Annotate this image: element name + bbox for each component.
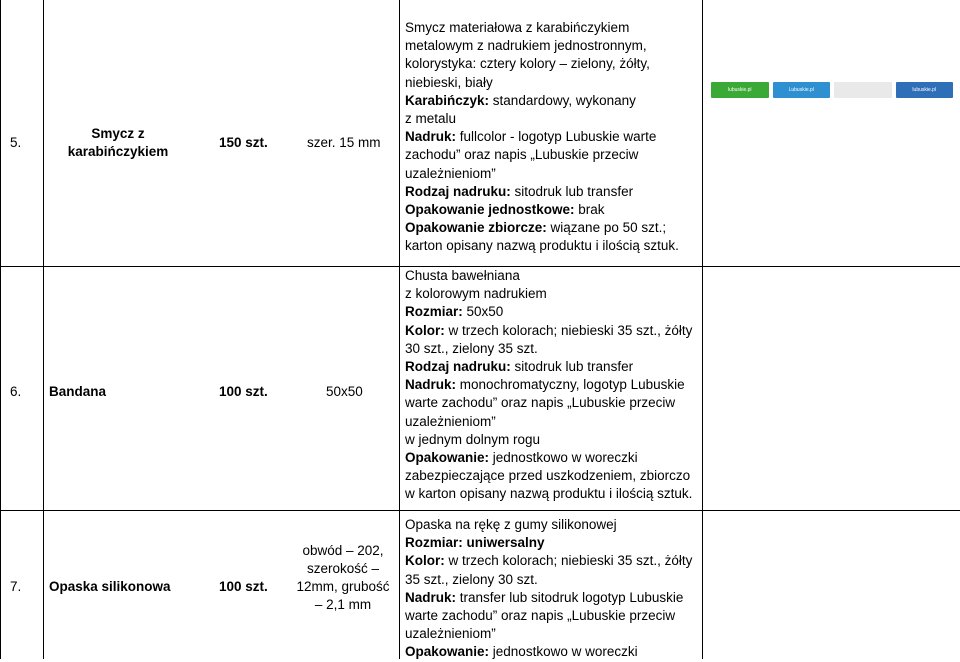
field-value: z metalu bbox=[405, 111, 457, 127]
description bbox=[405, 516, 700, 662]
field-value: sitodruk lub transfer bbox=[510, 359, 634, 375]
quantity: 100 szt. bbox=[219, 579, 268, 594]
row-divider bbox=[0, 510, 960, 511]
banner-segment: lubuskie.pl bbox=[896, 82, 954, 98]
description-line bbox=[405, 183, 700, 201]
field-value: fullcolor - logotyp Lubuskie warte bbox=[456, 129, 657, 145]
field-value: wiązane po 50 szt.; bbox=[546, 220, 667, 236]
field-value: zabezpieczające przed uszkodzeniem, zbiorczo bbox=[405, 468, 691, 484]
field-value: warte zachodu” oraz napis „Lubuskie przeciw bbox=[405, 395, 676, 411]
field-label: Rodzaj nadruku: bbox=[405, 183, 511, 199]
description-line bbox=[405, 322, 700, 340]
field-value: monochromatyczny, logotyp Lubuskie bbox=[456, 377, 685, 393]
description-line bbox=[405, 449, 700, 467]
field-label: Nadruk: bbox=[405, 129, 457, 145]
description-line bbox=[405, 219, 700, 237]
banner-segment: lubuskie.pl bbox=[711, 82, 769, 98]
field-value: zachodu” oraz napis „Lubuskie przeciw bbox=[405, 147, 639, 163]
row-number: 6. bbox=[10, 384, 22, 399]
column-divider bbox=[43, 0, 44, 659]
table-border-left bbox=[0, 0, 1, 659]
field-label: Kolor: bbox=[405, 553, 445, 569]
size: szer. 15 mm bbox=[307, 135, 381, 150]
field-label: Opakowanie jednostkowe: bbox=[405, 202, 575, 218]
field-value: w karton opisany nazwą produktu i ilością sztuk. bbox=[405, 486, 693, 502]
field-label: Kolor: bbox=[405, 322, 445, 338]
size: 50x50 bbox=[326, 384, 363, 399]
description-line bbox=[405, 128, 700, 146]
description-line bbox=[405, 55, 700, 73]
description-line bbox=[405, 285, 700, 303]
description-line bbox=[405, 413, 700, 431]
field-label: Opakowanie: bbox=[405, 450, 490, 466]
description bbox=[405, 267, 700, 504]
field-value: niebieski, biały bbox=[405, 74, 493, 90]
description-line bbox=[405, 237, 700, 255]
product-name: Smycz z karabińczykiem bbox=[67, 126, 169, 159]
quantity: 150 szt. bbox=[219, 135, 268, 150]
description-line bbox=[405, 340, 700, 358]
field-value: w trzech kolorach; niebieski 35 szt., żółty bbox=[444, 553, 693, 569]
field-value: brak bbox=[574, 202, 605, 218]
product-name: Opaska silikonowa bbox=[49, 579, 171, 594]
description-line bbox=[405, 146, 700, 164]
description-line bbox=[405, 92, 700, 110]
field-value: jednostkowo w woreczki bbox=[489, 644, 638, 660]
description-line bbox=[405, 485, 700, 503]
description-line bbox=[405, 589, 700, 607]
field-label: Opakowanie: bbox=[405, 644, 490, 660]
field-value: karton opisany nazwą produktu i ilością sztuk. bbox=[405, 238, 679, 254]
field-value: metalowym z nadrukiem jednostronnym, bbox=[405, 38, 647, 54]
field-value: 35 szt., zielony 30 szt. bbox=[405, 571, 538, 587]
field-value: Smycz materiałowa z karabińczykiem bbox=[405, 20, 630, 35]
description-line bbox=[405, 552, 700, 570]
description-line bbox=[405, 267, 700, 285]
field-value: 30 szt., zielony 35 szt. bbox=[405, 340, 538, 356]
quantity: 100 szt. bbox=[219, 384, 268, 399]
description-line bbox=[405, 303, 700, 321]
size: obwód – 202, szerokość – 12mm, grubość – 2,1 mm bbox=[296, 543, 390, 612]
description-line bbox=[405, 467, 700, 485]
field-value: 50x50 bbox=[462, 304, 504, 320]
lubuskie-banner-image bbox=[711, 82, 953, 98]
field-value: jednostkowo w woreczki bbox=[489, 450, 638, 466]
field-value: Chusta bawełniana bbox=[405, 268, 520, 283]
description bbox=[405, 19, 700, 256]
field-label: Rozmiar: bbox=[405, 304, 463, 320]
field-value: uzależnieniom” bbox=[405, 413, 496, 429]
description-line bbox=[405, 358, 700, 376]
field-label: Nadruk: bbox=[405, 377, 457, 393]
banner-segment: Lubuskie.pl bbox=[773, 82, 831, 98]
field-label: Rozmiar: uniwersalny bbox=[405, 535, 545, 551]
field-value: z kolorowym nadrukiem bbox=[405, 286, 547, 302]
field-value: standardowy, wykonany bbox=[489, 92, 636, 108]
field-value: w trzech kolorach; niebieski 35 szt., żółty bbox=[444, 322, 693, 338]
description-line bbox=[405, 516, 700, 534]
row-number: 5. bbox=[10, 135, 22, 150]
description-line bbox=[405, 534, 700, 552]
row-number: 7. bbox=[10, 579, 22, 594]
description-line bbox=[405, 165, 700, 183]
field-value: Opaska na rękę z gumy silikonowej bbox=[405, 517, 617, 532]
field-label: Karabińczyk: bbox=[405, 92, 490, 108]
field-value: uzależnieniom” bbox=[405, 165, 496, 181]
description-line bbox=[405, 431, 700, 449]
description-line bbox=[405, 74, 700, 92]
product-name: Bandana bbox=[49, 384, 107, 399]
description-line bbox=[405, 607, 700, 625]
description-line bbox=[405, 394, 700, 412]
column-divider bbox=[702, 0, 703, 659]
field-label: Nadruk: bbox=[405, 589, 457, 605]
description-line bbox=[405, 376, 700, 394]
description-line bbox=[405, 625, 700, 643]
column-divider bbox=[399, 0, 400, 659]
description-line bbox=[405, 19, 700, 37]
field-value: kolorystyka: cztery kolory – zielony, żółty, bbox=[405, 56, 650, 72]
field-label: Opakowanie zbiorcze: bbox=[405, 220, 547, 236]
description-line bbox=[405, 110, 700, 128]
field-value: uzależnieniom” bbox=[405, 626, 496, 642]
field-value: sitodruk lub transfer bbox=[510, 183, 634, 199]
field-value: w jednym dolnym rogu bbox=[405, 431, 541, 447]
description-line bbox=[405, 571, 700, 589]
field-value: transfer lub sitodruk logotyp Lubuskie bbox=[456, 589, 684, 605]
field-label: Rodzaj nadruku: bbox=[405, 359, 511, 375]
description-line bbox=[405, 37, 700, 55]
banner-segment bbox=[834, 82, 892, 98]
field-value: warte zachodu” oraz napis „Lubuskie przeciw bbox=[405, 608, 676, 624]
description-line bbox=[405, 201, 700, 219]
